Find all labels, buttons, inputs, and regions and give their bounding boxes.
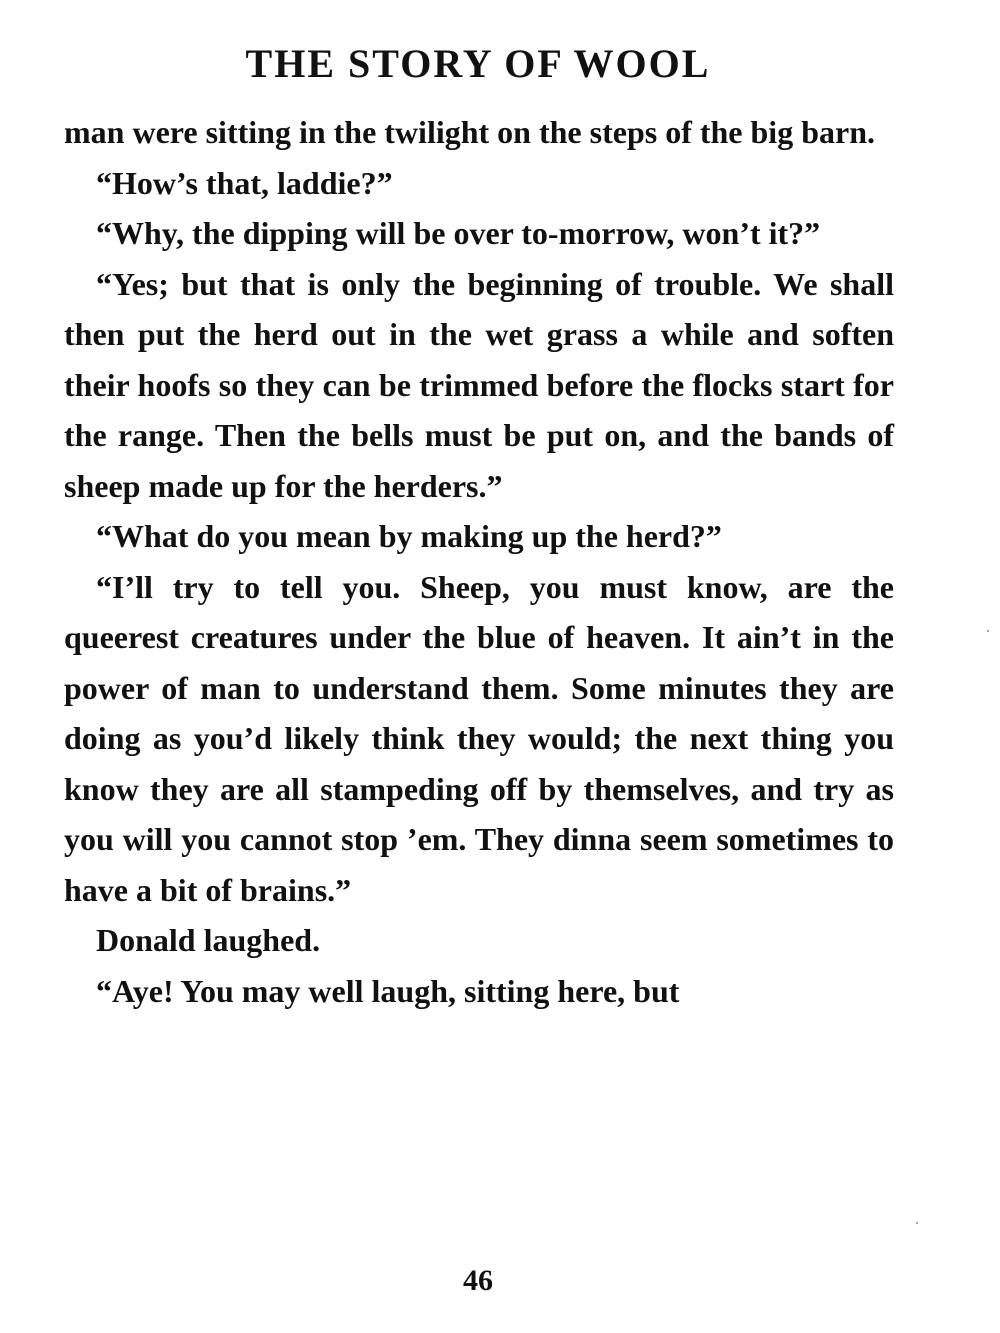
paragraph: “What do you mean by making up the herd?”	[96, 518, 722, 554]
scan-speck	[916, 1222, 918, 1224]
paragraph: “How’s that, laddie?”	[96, 164, 393, 201]
page-number: 46	[463, 1264, 493, 1297]
running-title: THE STORY OF WOOL	[245, 41, 711, 86]
paragraph: Donald laughed.	[96, 922, 321, 958]
scan-speck	[987, 630, 989, 632]
paragraph: “Yes; but that is only the beginning of trouble. We shall then put the herd out in the wet grass a while and soften their hoofs so they can be trimmed before the flocks start for the range. Then the bells must be put on, and the bands of sheep made up for the herders.”	[64, 265, 894, 504]
paragraph: “I’ll try to tell you. Sheep, you must know, are the queerest creatures under the blue of heaven. It ain’t in the power of man to understand them. Some minutes they are doing as you’d likely think they would; the next thing you know they are all stampeding off by themselves, and try as you will you cannot stop ’em. They dinna seem sometimes to have a bit of brains.”	[64, 568, 894, 908]
paragraph: “Why, the dipping will be over to-morrow, won’t it?”	[96, 215, 821, 251]
paragraph: man were sitting in the twilight on the steps of the big barn.	[64, 114, 875, 150]
paragraph: “Aye! You may well laugh, sitting here, but	[96, 972, 680, 1009]
body-text	[64, 107, 894, 1016]
